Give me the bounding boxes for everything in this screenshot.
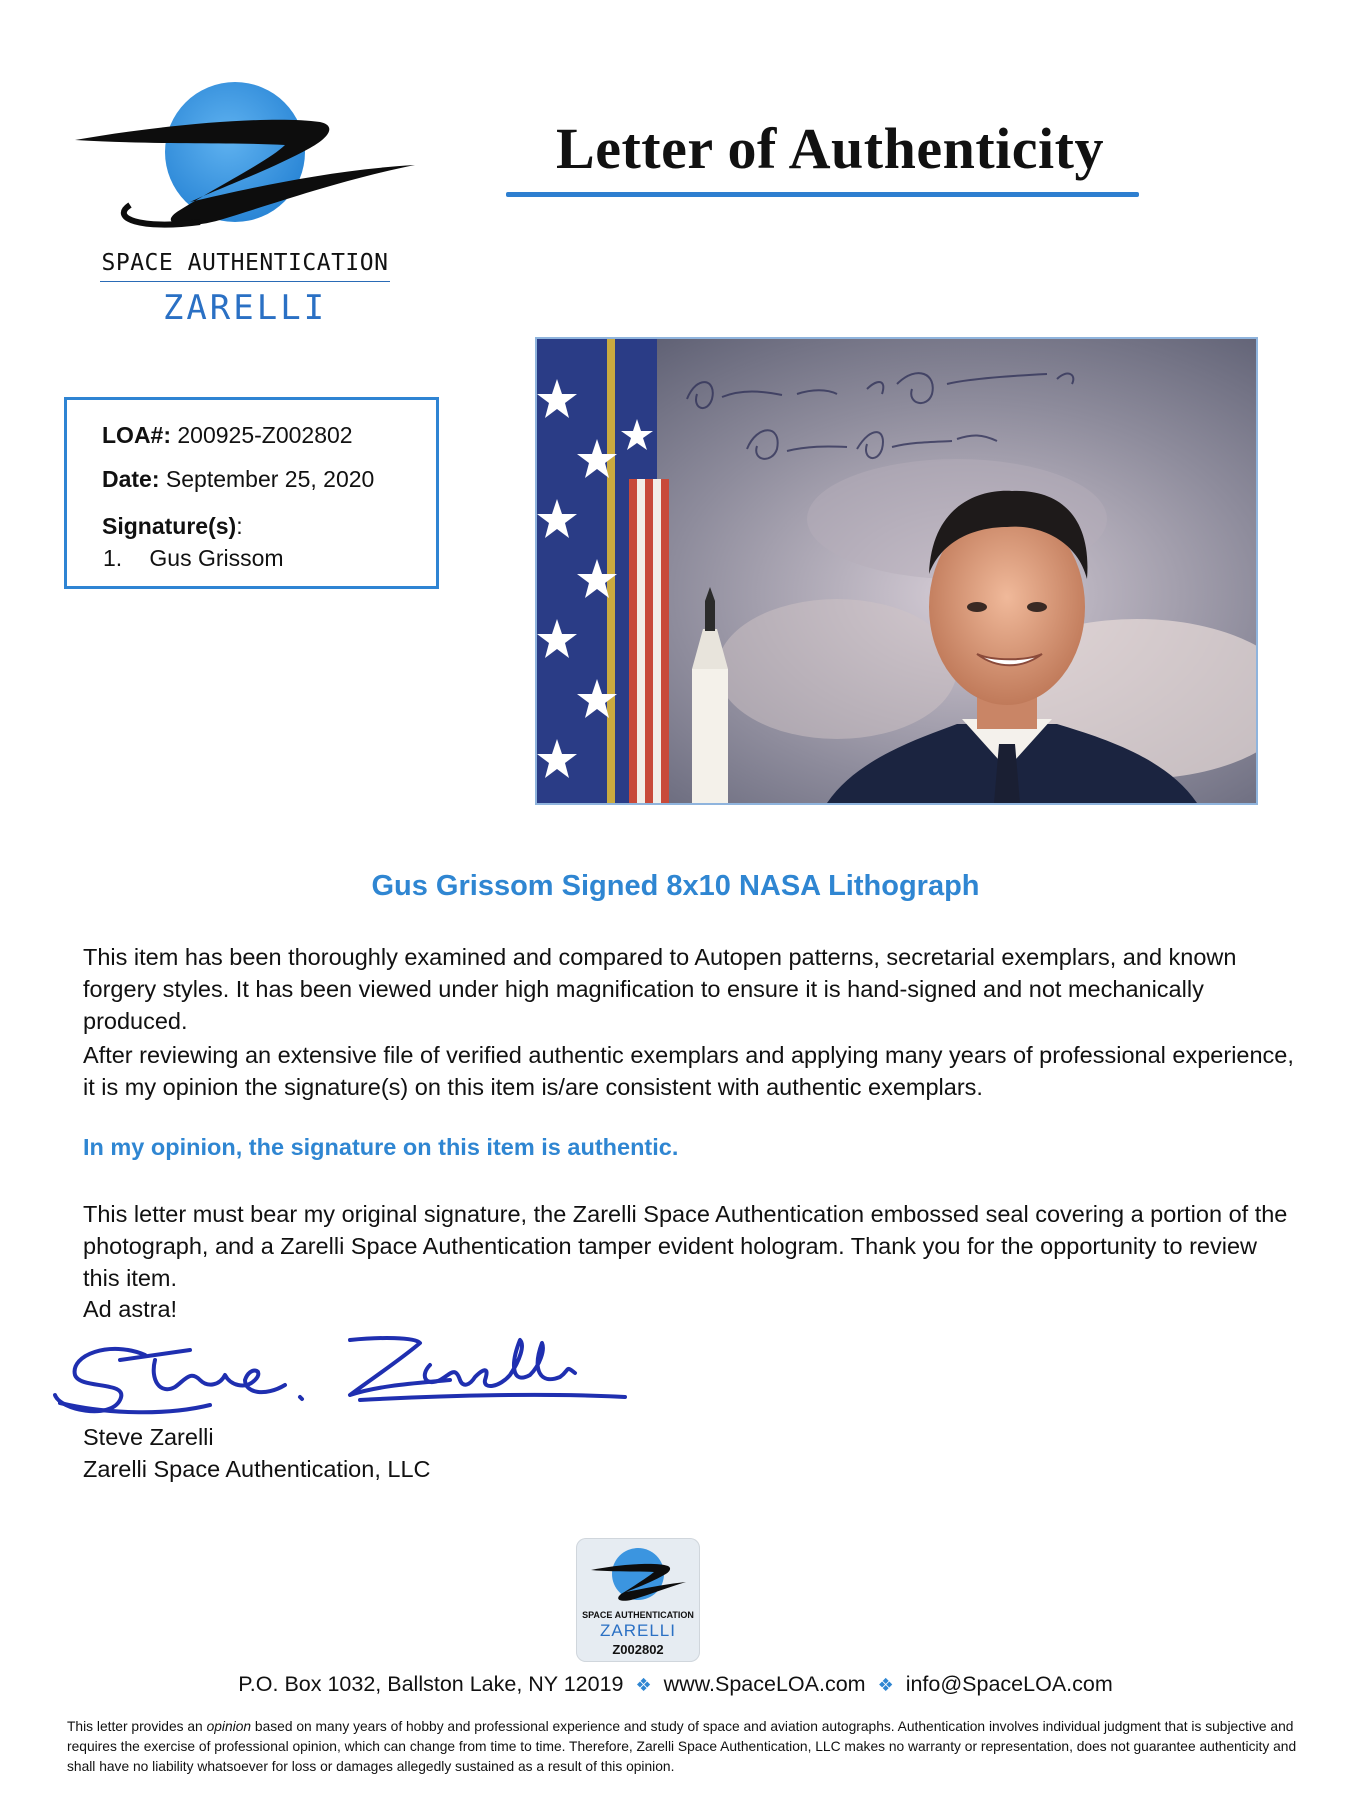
company-logo: [70, 70, 420, 340]
review-paragraph: After reviewing an extensive file of verified authentic exemplars and applying many years of professional experience, it is my opinion the signature(s) on this item is/are consistent with authentic exemplars.: [83, 1042, 1294, 1100]
logo-divider: [100, 281, 390, 282]
diamond-bullet-icon: ❖: [877, 1675, 894, 1695]
loa-signatures-colon: :: [236, 513, 243, 539]
loa-signature-item: [103, 545, 284, 572]
disclaimer-emphasis: opinion: [206, 1719, 252, 1734]
loa-signatures-heading: [102, 513, 243, 540]
logo-text-space-authentication: SPACE AUTHENTICATION: [101, 250, 389, 276]
contact-email[interactable]: info@SpaceLOA.com: [905, 1672, 1113, 1696]
contact-address: P.O. Box 1032, Ballston Lake, NY 12019: [238, 1672, 624, 1696]
page-title: Letter of Authenticity: [556, 116, 1104, 181]
loa-number-row: [102, 422, 353, 449]
handwritten-signature: [50, 1325, 630, 1430]
opinion-statement: In my opinion, the signature on this item is authentic.: [83, 1134, 679, 1160]
loa-date-label: Date:: [102, 466, 160, 492]
title-underline: [506, 192, 1139, 197]
hologram-logo-icon: [586, 1544, 690, 1610]
astronaut-portrait-image: [537, 339, 1256, 803]
contact-line: [0, 1672, 1351, 1697]
loa-info-box: [64, 397, 439, 589]
zarelli-globe-swoosh-icon: [70, 70, 420, 250]
loa-signatures-label: Signature(s): [102, 513, 237, 539]
disclaimer-text-start: This letter provides an: [67, 1719, 207, 1734]
contact-website[interactable]: www.SpaceLOA.com: [663, 1672, 866, 1696]
logo-text-zarelli: ZARELLI: [162, 288, 328, 328]
hologram-text-zarelli: ZARELLI: [600, 1621, 676, 1640]
legal-disclaimer: [67, 1717, 1297, 1777]
loa-number-value: 200925-Z002802: [177, 422, 353, 448]
diamond-bullet-icon: ❖: [635, 1675, 652, 1695]
disclaimer-text-end: based on many years of hobby and professional experience and study of space and aviation autographs. Authentication involves individual judgment that is subjective and requires the exercise of professional opinion, which can change from time to time. Therefore, Zarelli Space Authentication, LLC makes no warranty or representation, does not guarantee authenticity and shall have no liability whatsoever for loss or damages allegedly sustained as a result of this opinion.: [67, 1719, 1297, 1774]
astronaut-photo: [535, 337, 1258, 805]
item-title: Gus Grissom Signed 8x10 NASA Lithograph: [371, 870, 980, 902]
closing-salutation: Ad astra!: [83, 1296, 178, 1322]
loa-date-value: September 25, 2020: [165, 466, 375, 492]
signer-name: Steve Zarelli: [83, 1424, 214, 1450]
examination-paragraph: This item has been thoroughly examined and compared to Autopen patterns, secretarial exemplars, and known forgery styles. It has been viewed under high magnification to ensure it is hand-signed and not mechanically produced.: [83, 944, 1237, 1034]
loa-signature-number: 1.: [103, 545, 123, 571]
hologram-serial-number: Z002802: [612, 1642, 664, 1657]
tamper-evident-hologram: [576, 1538, 700, 1662]
loa-number-label: LOA#:: [102, 422, 171, 448]
requirements-paragraph: This letter must bear my original signature, the Zarelli Space Authentication embossed seal covering a portion of the photograph, and a Zarelli Space Authentication tamper evident hologram. Thank you for the opportunity to review this item.: [83, 1201, 1288, 1291]
loa-date-row: [102, 466, 374, 493]
signer-company: Zarelli Space Authentication, LLC: [83, 1456, 431, 1482]
signature-icon: [50, 1325, 630, 1425]
hologram-text-space-authentication: SPACE AUTHENTICATION: [582, 1610, 694, 1620]
loa-signature-name: Gus Grissom: [149, 545, 284, 571]
